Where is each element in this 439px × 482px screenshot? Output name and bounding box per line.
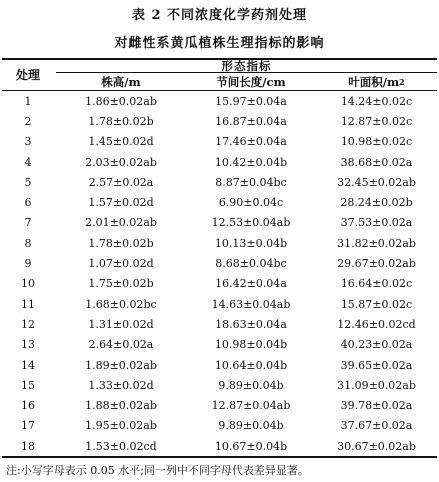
leaf-area-cell: 15.87±0.02c <box>340 297 413 311</box>
table-row <box>0 233 439 253</box>
leaf-area-cell: 32.45±0.02ab <box>337 175 416 189</box>
treatment-cell: 14 <box>21 358 35 372</box>
internode-length-cell: 9.89±0.04b <box>218 378 284 392</box>
internode-length-cell: 14.63±0.04ab <box>211 297 291 311</box>
table-note: 注:小写字母表示 0.05 水平;同一列中不同字母代表差异显著。 <box>6 464 309 477</box>
plant-height-cell: 1.75±0.02b <box>88 277 154 291</box>
treatment-cell: 7 <box>24 216 32 230</box>
plant-height-cell: 1.89±0.02ab <box>85 358 157 372</box>
internode-length-cell: 10.13±0.04b <box>214 236 288 250</box>
internode-length-cell: 15.97±0.04a <box>215 94 287 108</box>
table-row <box>0 172 439 192</box>
table-row <box>0 274 439 294</box>
leaf-area-cell: 12.87±0.02c <box>340 114 413 128</box>
plant-height-cell: 2.64±0.02a <box>88 338 154 352</box>
internode-length-cell: 17.46±0.04a <box>215 135 287 149</box>
plant-height-cell: 2.03±0.02ab <box>85 155 157 169</box>
leaf-area-cell: 10.98±0.02c <box>340 135 413 149</box>
header-leaf-area <box>316 73 437 90</box>
treatment-cell: 5 <box>24 175 32 189</box>
treatment-cell: 17 <box>21 419 35 433</box>
table-title: 表 2 不同浓度化学药剂处理 <box>131 8 308 23</box>
plant-height-cell: 1.88±0.02ab <box>85 399 157 413</box>
treatment-cell: 18 <box>21 439 35 453</box>
internode-length-cell: 10.64±0.04b <box>214 358 288 372</box>
treatment-cell: 1 <box>24 94 32 108</box>
leaf-area-cell: 40.23±0.02a <box>340 338 413 352</box>
leaf-area-cell: 28.24±0.02b <box>340 196 413 210</box>
leaf-area-cell: 39.78±0.02a <box>340 399 413 413</box>
table-body <box>0 91 439 456</box>
treatment-cell: 16 <box>21 399 35 413</box>
leaf-area-cell: 16.64±0.02c <box>340 277 413 291</box>
plant-height-cell: 1.86±0.02ab <box>85 94 157 108</box>
table-row <box>0 436 439 456</box>
treatment-cell: 6 <box>24 196 32 210</box>
table-row <box>0 111 439 131</box>
internode-length-cell: 9.89±0.04b <box>218 419 284 433</box>
table-row <box>0 253 439 273</box>
treatment-cell: 9 <box>24 257 32 271</box>
table-row <box>0 395 439 415</box>
leaf-area-cell: 31.82±0.02ab <box>337 236 416 250</box>
table-row <box>0 152 439 172</box>
plant-height-cell: 2.57±0.02a <box>88 175 154 189</box>
plant-height-cell: 1.95±0.02ab <box>85 419 157 433</box>
internode-length-cell: 10.42±0.04b <box>214 155 288 169</box>
leaf-area-cell: 31.09±0.02ab <box>337 378 416 392</box>
plant-height-cell: 1.31±0.02d <box>88 317 154 331</box>
leaf-area-cell: 38.68±0.02a <box>340 155 413 169</box>
header-leaf-area-superscript: 2 <box>399 76 405 87</box>
treatment-cell: 3 <box>24 135 32 149</box>
table-row <box>0 314 439 334</box>
internode-length-cell: 10.67±0.04b <box>214 439 288 453</box>
internode-length-cell: 18.63±0.04a <box>215 317 287 331</box>
leaf-area-cell: 30.67±0.02ab <box>337 439 416 453</box>
treatment-cell: 15 <box>21 378 35 392</box>
leaf-area-cell: 37.67±0.02a <box>340 419 413 433</box>
internode-length-cell: 12.53±0.04ab <box>211 216 291 230</box>
table-row <box>0 355 439 375</box>
header-leaf-area-text: 叶面积/m <box>348 74 400 89</box>
table-row <box>0 335 439 355</box>
table-row <box>0 132 439 152</box>
treatment-cell: 12 <box>21 317 35 331</box>
header-treatment: 处理 <box>15 68 40 82</box>
plant-height-cell: 1.78±0.02b <box>88 236 154 250</box>
plant-height-cell: 1.45±0.02d <box>88 135 154 149</box>
treatment-cell: 13 <box>21 338 35 352</box>
plant-height-cell: 1.33±0.02d <box>88 378 154 392</box>
header-morphology-group: 形态指标 <box>221 58 272 73</box>
plant-height-cell: 1.78±0.02b <box>88 114 154 128</box>
header-plant-height: 株高/m <box>101 74 141 89</box>
internode-length-cell: 16.87±0.04a <box>215 114 287 128</box>
table-row <box>0 213 439 233</box>
treatment-cell: 8 <box>24 236 32 250</box>
leaf-area-cell: 39.65±0.02a <box>340 358 413 372</box>
internode-length-cell: 8.68±0.04bc <box>215 257 287 271</box>
treatment-cell: 4 <box>24 155 32 169</box>
internode-length-cell: 12.87±0.04ab <box>211 399 291 413</box>
plant-height-cell: 1.53±0.02cd <box>85 439 157 453</box>
plant-height-cell: 1.68±0.02bc <box>85 297 157 311</box>
leaf-area-cell: 14.24±0.02c <box>340 94 413 108</box>
leaf-area-cell: 37.53±0.02a <box>340 216 413 230</box>
plant-height-cell: 2.01±0.02ab <box>85 216 157 230</box>
leaf-area-cell: 29.67±0.02ab <box>337 257 416 271</box>
internode-length-cell: 8.87±0.04bc <box>215 175 287 189</box>
treatment-cell: 2 <box>24 114 32 128</box>
internode-length-cell: 10.98±0.04b <box>214 338 288 352</box>
plant-height-cell: 1.07±0.02d <box>88 257 154 271</box>
leaf-area-cell: 12.46±0.02cd <box>337 317 416 331</box>
internode-length-cell: 16.42±0.04a <box>215 277 287 291</box>
bottom-rule <box>2 456 437 458</box>
table-row <box>0 192 439 212</box>
table-row <box>0 375 439 395</box>
header-internode-length: 节间长度/cm <box>216 74 286 89</box>
table-row <box>0 416 439 436</box>
plant-height-cell: 1.57±0.02d <box>88 196 154 210</box>
internode-length-cell: 6.90±0.04c <box>218 196 284 210</box>
table-row <box>0 91 439 111</box>
treatment-cell: 11 <box>21 297 35 311</box>
treatment-cell: 10 <box>21 277 35 291</box>
table-row <box>0 294 439 314</box>
table-subtitle: 对雌性系黄瓜植株生理指标的影响 <box>114 36 325 51</box>
